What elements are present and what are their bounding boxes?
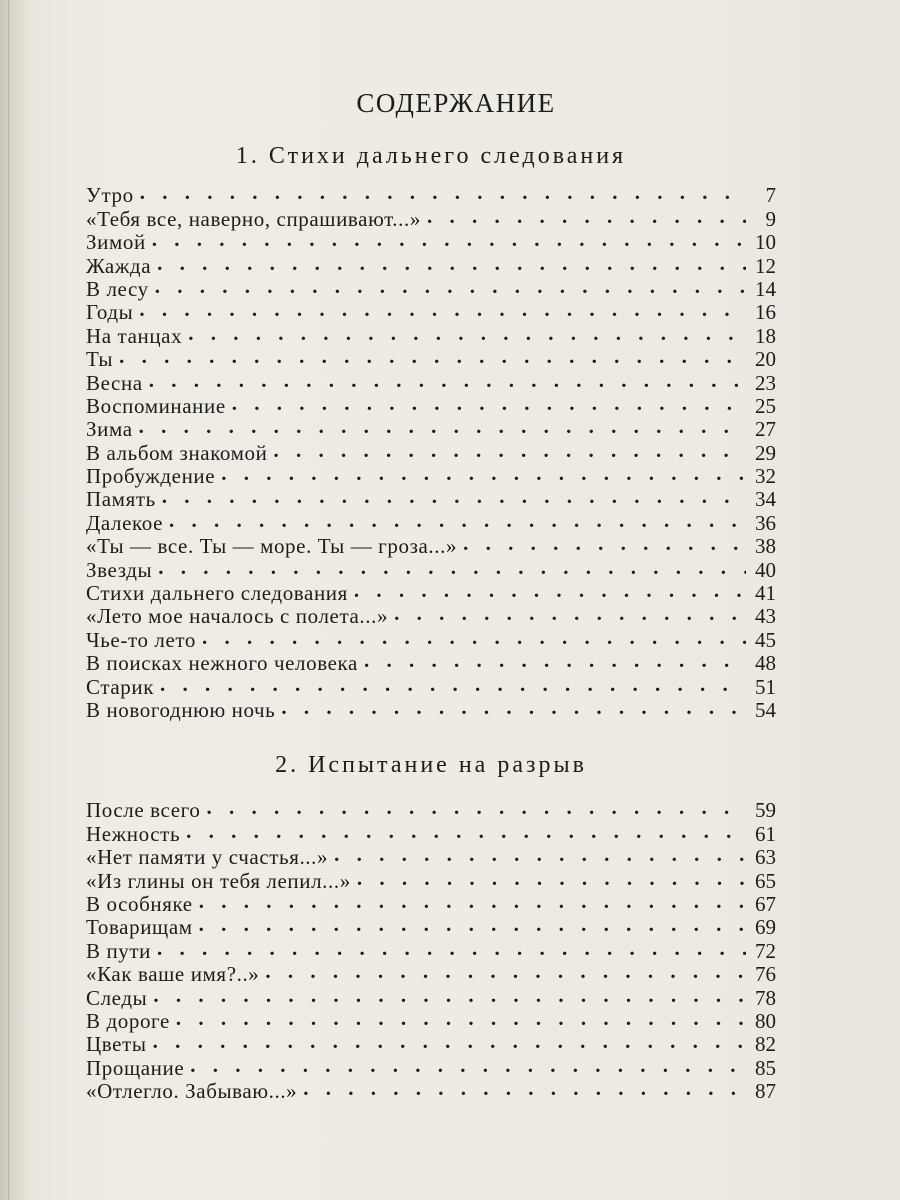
dot-leader [153,1030,746,1053]
page-number: 48 [755,651,776,676]
dot-leader [303,1077,746,1100]
page-number: 69 [755,915,776,940]
entry-title: Воспоминание [86,393,226,418]
page-number: 34 [755,487,776,512]
page-number: 80 [755,1008,776,1033]
dot-leader [140,181,746,204]
entry-title: В новогоднюю ночь [86,697,276,722]
page-number: 61 [755,821,776,846]
dot-leader [169,509,746,532]
entry-title: В дороге [86,1008,170,1033]
entry-title: Зимой [86,230,146,255]
entry-title: Чье-то лето [86,627,196,652]
dot-leader [273,439,746,462]
page-number: 76 [755,962,776,987]
dot-leader [202,626,746,649]
page-number: 14 [755,276,776,301]
page-number: 78 [755,985,776,1010]
entry-title: Далекое [86,510,164,535]
entry-title: В лесу [86,276,149,301]
entry-title: Весна [86,370,143,395]
entry-title: Цветы [86,1032,147,1057]
entry-title: Память [86,487,156,512]
entry-title: В альбом знакомой [86,440,268,465]
entry-title: Жажда [86,253,152,278]
dot-leader [119,345,746,368]
entry-title: «Ты — все. Ты — море. Ты — гроза...» [86,534,458,559]
entry-title: Ты [86,347,114,372]
dot-leader [149,369,746,392]
entry-title: Пробуждение [86,464,216,489]
page-number: 27 [755,417,776,442]
page-number: 18 [755,323,776,348]
dot-leader [176,1007,746,1030]
page-number: 87 [755,1079,776,1104]
page-number: 12 [755,253,776,278]
dot-leader [190,1054,746,1077]
page-number: 67 [755,891,776,916]
dot-leader [364,649,746,672]
dot-leader [334,843,746,866]
entry-title: Товарищам [86,915,193,940]
dot-leader [199,890,746,913]
section-heading: 1. Стихи дальнего следования [235,143,627,169]
entry-title: Зима [86,417,133,442]
dot-leader [153,984,746,1007]
page-number: 63 [755,845,776,870]
dot-leader [139,415,746,438]
page-number: 23 [755,370,776,395]
dot-leader [357,867,746,890]
entry-title: Нежность [86,821,181,846]
dot-leader [139,298,746,321]
page-title: СОДЕРЖАНИЕ [356,88,556,118]
dot-leader [265,960,746,983]
dot-leader [199,913,746,936]
dot-leader [354,579,746,602]
book-gutter-shadow [0,0,28,1200]
toc-section-1 [86,143,776,722]
dot-leader [162,485,746,508]
dot-leader [232,392,746,415]
table-of-contents [86,88,776,1103]
entry-title: Звезды [86,557,153,582]
entry-title: Старик [86,674,155,699]
dot-leader [157,937,746,960]
page-number: 54 [755,697,776,722]
entry-title: «Тебя все, наверно, спрашивают...» [86,206,421,231]
page-number: 7 [765,183,776,208]
entry-title: На танцах [86,323,183,348]
page-number: 72 [755,938,776,963]
page-number: 82 [755,1032,776,1057]
entry-title: В поисках нежного человека [86,651,358,676]
toc-entry-list [86,184,776,722]
page-number: 65 [755,868,776,893]
dot-leader [221,462,746,485]
page-number: 43 [755,604,776,629]
dot-leader [206,796,746,819]
page-number: 29 [755,440,776,465]
toc-entry [86,1080,776,1103]
dot-leader [160,673,746,696]
entry-title: Утро [86,183,134,208]
toc-entry [86,699,776,722]
dot-leader [188,322,746,345]
page-number: 41 [755,581,776,606]
entry-title: Прощание [86,1055,185,1080]
page-number: 85 [755,1055,776,1080]
entry-title: Следы [86,985,148,1010]
book-gutter-line [8,0,9,1200]
page-number: 32 [755,464,776,489]
dot-leader [158,556,746,579]
toc-section-2 [86,752,776,1103]
dot-leader [463,532,746,555]
page-number: 25 [755,393,776,418]
page-number: 9 [765,206,776,231]
entry-title: Стихи дальнего следования [86,581,348,606]
page-number: 10 [755,230,776,255]
page-number: 45 [755,627,776,652]
page-number: 16 [755,300,776,325]
dot-leader [427,205,746,228]
page-number: 51 [755,674,776,699]
section-heading: 2. Испытание на разрыв [275,751,587,778]
entry-title: В особняке [86,891,193,916]
dot-leader [155,275,746,298]
entry-title: «Отлегло. Забываю...» [86,1079,298,1104]
page-number: 40 [755,557,776,582]
entry-title: После всего [86,798,201,823]
page-number: 59 [755,798,776,823]
page-number: 36 [755,510,776,535]
dot-leader [157,252,746,275]
toc-entry-list [86,799,776,1103]
page-number: 20 [755,347,776,372]
dot-leader [186,820,746,843]
page-number: 38 [755,534,776,559]
dot-leader [281,696,746,719]
entry-title: Годы [86,300,134,325]
dot-leader [394,602,746,625]
entry-title: В пути [86,938,152,963]
entry-title: «Из глины он тебя лепил...» [86,868,351,893]
dot-leader [152,228,746,251]
entry-title: «Нет памяти у счастья...» [86,845,329,870]
entry-title: «Как ваше имя?..» [86,962,260,987]
entry-title: «Лето мое началось с полета...» [86,604,389,629]
